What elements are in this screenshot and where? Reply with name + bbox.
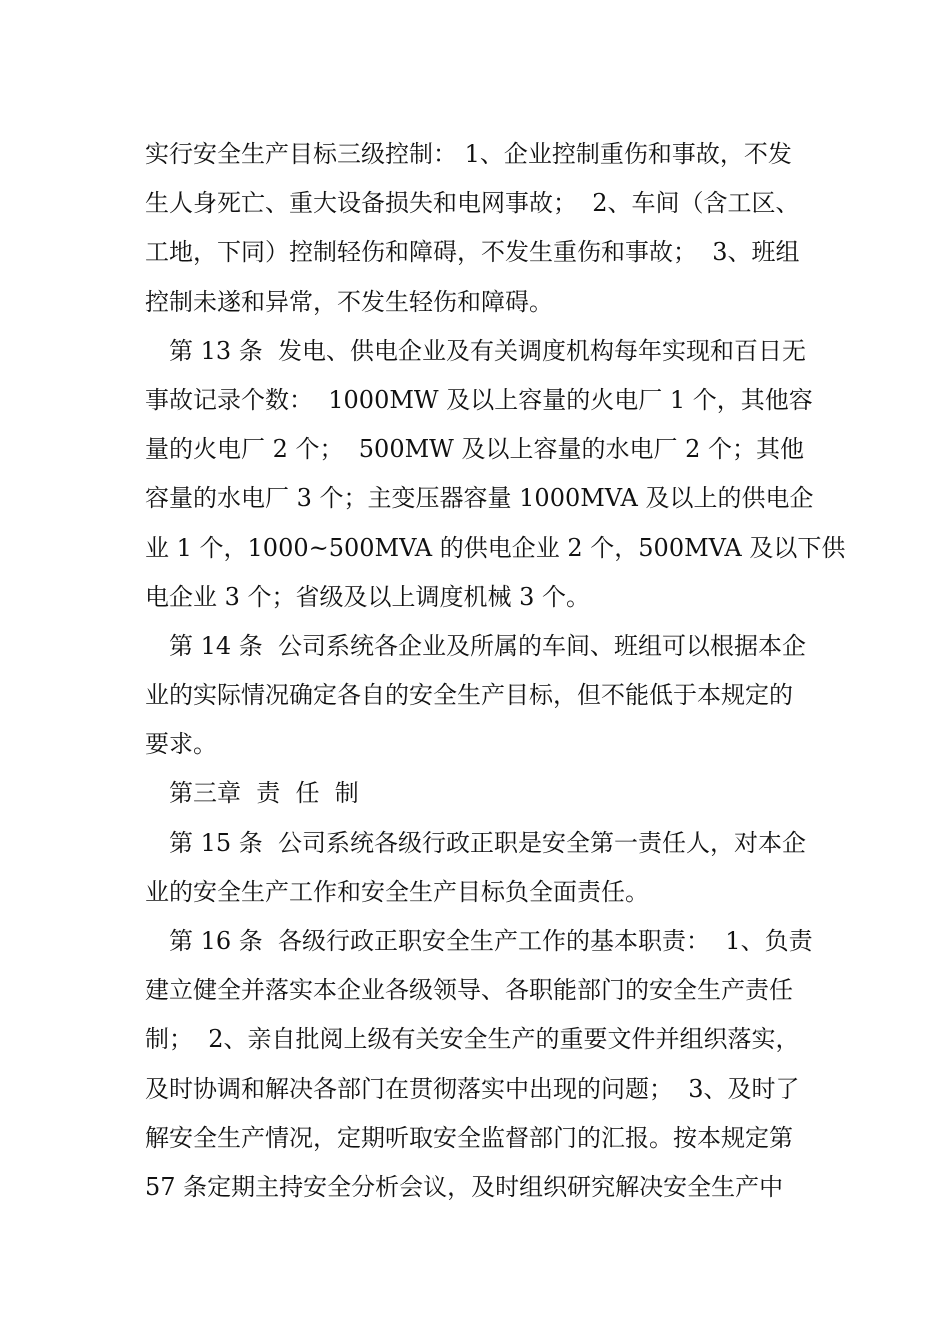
document-body xyxy=(145,130,846,1212)
text-line: 事故记录个数： 1000MW 及以上容量的火电厂 1 个，其他容 xyxy=(145,385,813,414)
text-line: 生人身死亡、重大设备损失和电网事故； 2、车间（含工区、 xyxy=(145,189,800,218)
text-line: 及时协调和解决各部门在贯彻落实中出现的问题； 3、及时了 xyxy=(145,1074,800,1103)
text-line: 要求。 xyxy=(145,730,217,759)
chapter-3-heading: 第三章 责 任 制 xyxy=(169,779,359,808)
text-line: 业的实际情况确定各自的安全生产目标，但不能低于本规定的 xyxy=(145,681,793,710)
text-line: 业的安全生产工作和安全生产目标负全面责任。 xyxy=(145,877,649,906)
article-15-heading-line: 第 15 条 公司系统各级行政正职是安全第一责任人，对本企 xyxy=(169,828,807,857)
text-line: 实行安全生产目标三级控制： 1、企业控制重伤和事故，不发 xyxy=(145,140,792,168)
text-line: 建立健全并落实本企业各级领导、各职能部门的安全生产责任 xyxy=(145,976,793,1005)
text-line: 控制未遂和异常，不发生轻伤和障碍。 xyxy=(145,287,553,316)
text-line: 量的火电厂 2 个； 500MW 及以上容量的水电厂 2 个；其他 xyxy=(145,435,804,464)
text-line: 57 条定期主持安全分析会议，及时组织研究解决安全生产中 xyxy=(145,1172,784,1201)
article-14-heading-line: 第 14 条 公司系统各企业及所属的车间、班组可以根据本企 xyxy=(169,631,807,660)
article-16-heading-line: 第 16 条 各级行政正职安全生产工作的基本职责： 1、负责 xyxy=(169,927,813,955)
text-line: 业 1 个，1000~500MVA 的供电企业 2 个，500MVA 及以下供 xyxy=(145,533,846,562)
text-line: 制； 2、亲自批阅上级有关安全生产的重要文件并组织落实， xyxy=(145,1025,800,1054)
article-13-heading-line: 第 13 条 发电、供电企业及有关调度机构每年实现和百日无 xyxy=(169,336,807,365)
text-line: 解安全生产情况，定期听取安全监督部门的汇报。按本规定第 xyxy=(145,1123,793,1152)
text-line: 电企业 3 个；省级及以上调度机械 3 个。 xyxy=(145,582,591,611)
text-line: 工地，下同）控制轻伤和障碍，不发生重伤和事故； 3、班组 xyxy=(145,238,800,267)
text-line: 容量的水电厂 3 个；主变压器容量 1000MVA 及以上的供电企 xyxy=(145,484,814,513)
